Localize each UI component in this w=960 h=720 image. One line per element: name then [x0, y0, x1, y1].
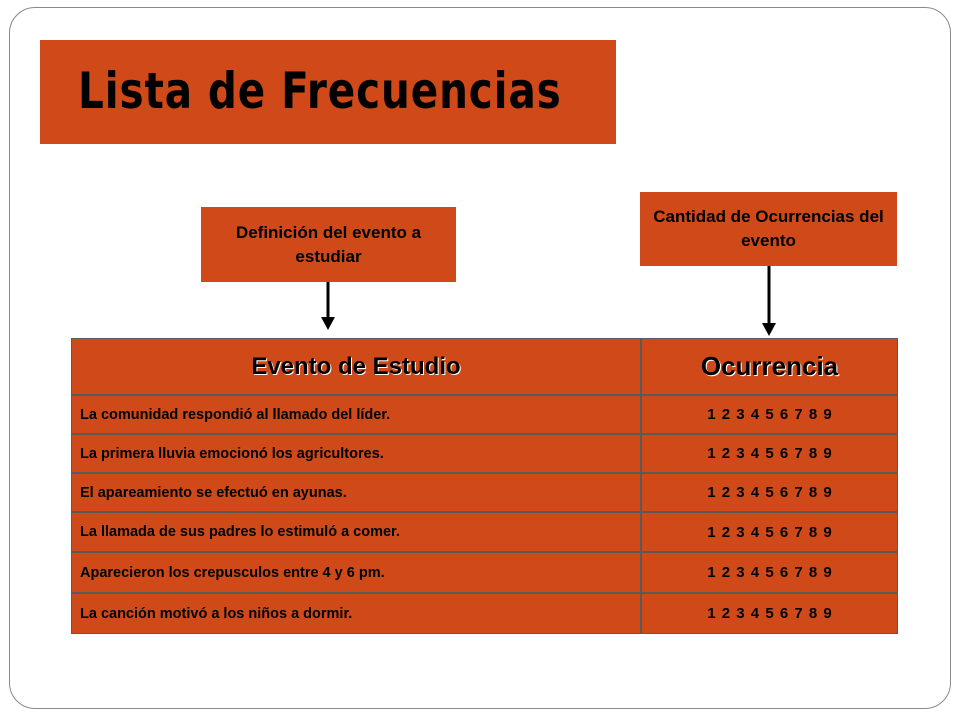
- header-occurrence: Ocurrencia: [641, 338, 898, 395]
- event-cell: El apareamiento se efectuó en ayunas.: [71, 473, 641, 512]
- occurrence-cell: 1 2 3 4 5 6 7 8 9: [641, 473, 898, 512]
- table-row: [71, 473, 898, 512]
- occurrence-cell: 1 2 3 4 5 6 7 8 9: [641, 552, 898, 593]
- table-row: [71, 512, 898, 552]
- quantity-label-box: [640, 192, 897, 266]
- occurrence-cell: 1 2 3 4 5 6 7 8 9: [641, 593, 898, 634]
- occurrence-cell: 1 2 3 4 5 6 7 8 9: [641, 434, 898, 473]
- table-header-row: [71, 338, 898, 395]
- event-cell: La llamada de sus padres lo estimuló a comer.: [71, 512, 641, 552]
- frequency-table: [71, 338, 898, 634]
- event-cell: La canción motivó a los niños a dormir.: [71, 593, 641, 634]
- event-cell: Aparecieron los crepusculos entre 4 y 6 pm.: [71, 552, 641, 593]
- table-row: [71, 434, 898, 473]
- quantity-label: Cantidad de Ocurrencias del evento: [653, 207, 884, 250]
- event-cell: La comunidad respondió al llamado del líder.: [71, 395, 641, 434]
- table-row: [71, 395, 898, 434]
- quantity-arrow-icon: [759, 266, 779, 338]
- header-event: Evento de Estudio: [71, 338, 641, 395]
- definition-label: Definición del evento a estudiar: [235, 222, 422, 266]
- definition-arrow-icon: [318, 282, 338, 332]
- definition-label-box: [201, 207, 456, 282]
- table-row: [71, 593, 898, 634]
- event-cell: La primera lluvia emocionó los agricultores.: [71, 434, 641, 473]
- table-row: [71, 552, 898, 593]
- slide-title: Lista de Frecuencias: [78, 62, 562, 120]
- occurrence-cell: 1 2 3 4 5 6 7 8 9: [641, 512, 898, 552]
- occurrence-cell: 1 2 3 4 5 6 7 8 9: [641, 395, 898, 434]
